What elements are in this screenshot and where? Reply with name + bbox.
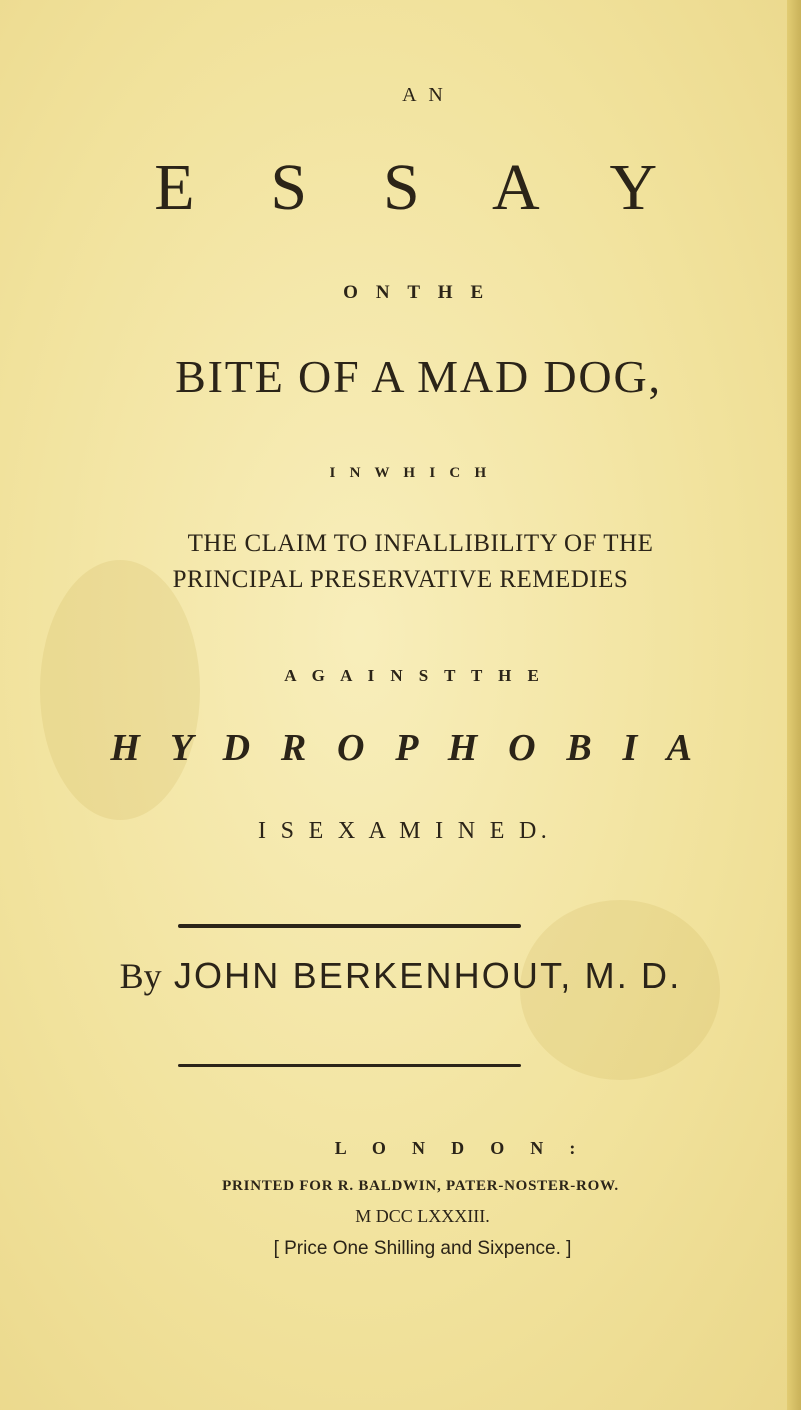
- author-line: [0, 955, 801, 997]
- bottom-rule: [178, 1064, 521, 1067]
- essay-heading: E S S A Y: [154, 151, 687, 224]
- price-line: [ Price One Shilling and Sixpence. ]: [273, 1238, 572, 1259]
- on-the-heading: O N T H E: [343, 282, 490, 303]
- hydrophobia-heading: H Y D R O P H O B I A: [110, 727, 703, 769]
- imprint-printer: PRINTED FOR R. BALDWIN, PATER-NOSTER-ROW.: [222, 1178, 619, 1194]
- imprint-place: L O N D O N :: [334, 1138, 587, 1158]
- an-heading: A N: [402, 84, 447, 106]
- subject-heading: BITE OF A MAD DOG,: [175, 351, 662, 402]
- claim-line-2: PRINCIPAL PRESERVATIVE REMEDIES: [172, 566, 629, 593]
- author-by: By: [119, 956, 162, 996]
- top-rule: [178, 924, 521, 928]
- against-the-heading: A G A I N S T T H E: [284, 666, 545, 685]
- examined-heading: I S E X A M I N E D.: [257, 818, 552, 844]
- imprint-year: M DCC LXXXIII.: [355, 1206, 490, 1226]
- claim-line-1: THE CLAIM TO INFALLIBILITY OF THE: [187, 530, 654, 557]
- in-which-heading: I N W H I C H: [329, 465, 492, 481]
- author-name: JOHN BERKENHOUT, M. D.: [173, 955, 682, 996]
- paper-stain: [40, 560, 200, 820]
